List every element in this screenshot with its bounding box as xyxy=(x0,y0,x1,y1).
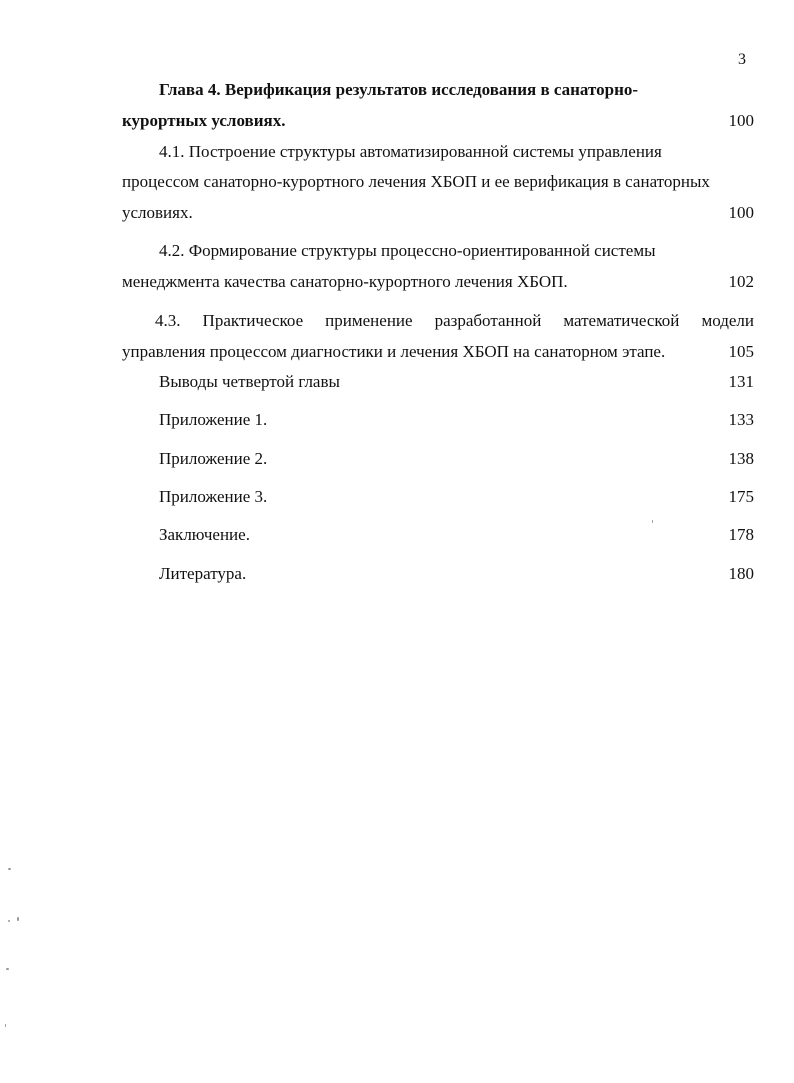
toc-section-4-2-line2: менеджмента качества санаторно-курортного лечения ХБОП. xyxy=(122,272,568,291)
toc-section-4-3-line2: управления процессом диагностики и лечения ХБОП на санаторном этапе. xyxy=(122,342,666,361)
toc-appendix3-label: Приложение 3. xyxy=(159,487,268,506)
toc-conclusion-page: 178 xyxy=(728,525,754,544)
toc-appendix3-page: 175 xyxy=(728,487,754,506)
toc-appendix2-label: Приложение 2. xyxy=(159,449,268,468)
toc-conclusion-label: Заключение. xyxy=(159,525,250,544)
toc-chapter4-page: 100 xyxy=(728,111,754,130)
toc-chapter4-line1: Глава 4. Верификация результатов исследования в санаторно- xyxy=(159,80,639,99)
toc-conclusions-ch4-page: 131 xyxy=(728,372,754,391)
page-number: 3 xyxy=(738,51,746,68)
toc-section-4-1-page: 100 xyxy=(728,203,754,222)
toc-section-4-3-line1: 4.3. Практическое применение разработанной математической модели xyxy=(155,311,754,330)
toc-section-4-2-line1: 4.2. Формирование структуры процессно-ориентированной системы xyxy=(159,241,656,260)
toc-appendix1-label: Приложение 1. xyxy=(159,410,268,429)
toc-section-4-1-line3: условиях. xyxy=(122,203,193,222)
toc-literature-label: Литература. xyxy=(159,564,247,583)
toc-section-4-3-page: 105 xyxy=(728,342,754,361)
toc-appendix2-page: 138 xyxy=(728,449,754,468)
toc-appendix1-page: 133 xyxy=(728,410,754,429)
toc-literature-page: 180 xyxy=(728,564,754,583)
toc-section-4-1-line1: 4.1. Построение структуры автоматизированной системы управления xyxy=(159,142,662,161)
toc-section-4-2-page: 102 xyxy=(728,272,754,291)
toc-conclusions-ch4-label: Выводы четвертой главы xyxy=(159,372,340,391)
toc-section-4-1-line2: процессом санаторно-курортного лечения ХБОП и ее верификация в санаторных xyxy=(122,172,710,191)
toc-chapter4-line2: курортных условиях. xyxy=(122,111,286,130)
